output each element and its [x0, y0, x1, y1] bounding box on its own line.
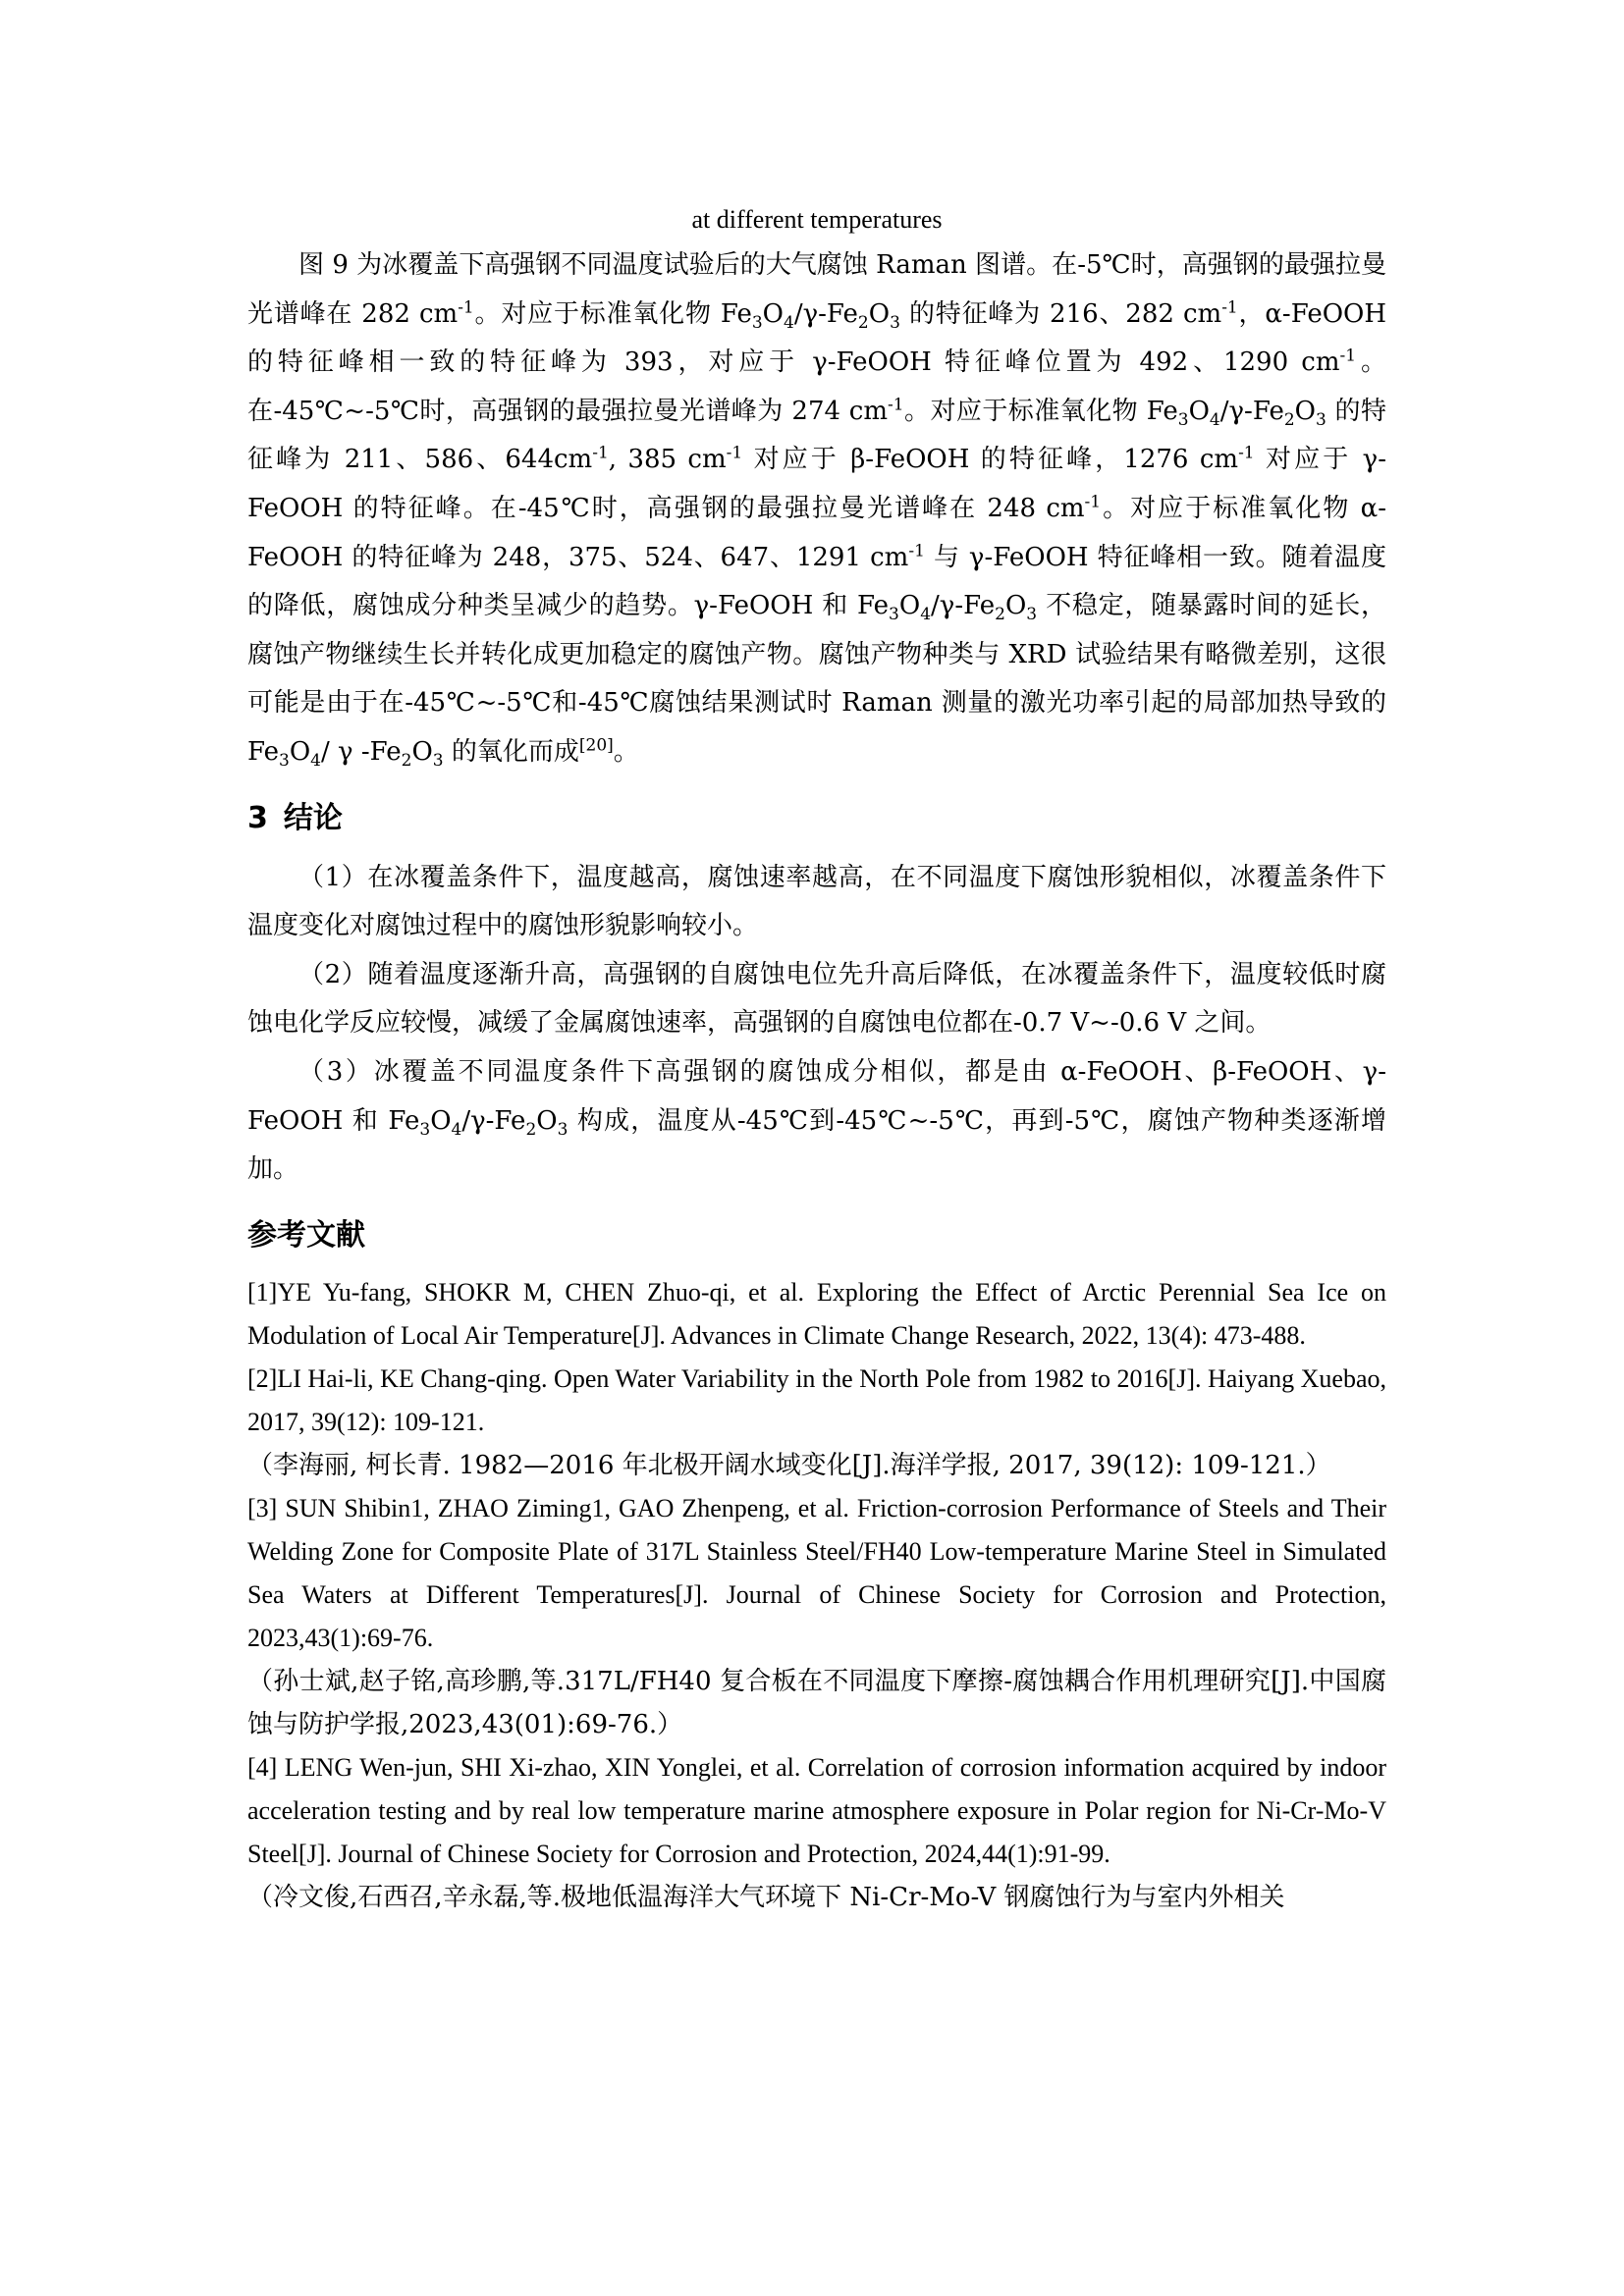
subscript: 3 — [751, 312, 763, 333]
section-number: 3 — [247, 800, 268, 835]
citation-20: [20] — [578, 735, 614, 756]
reference-4: [4] LENG Wen-jun, SHI Xi-zhao, XIN Yonglei, et al. Correlation of corrosion information acquired by indoor acceleration testing and by real low temperature marine atmosphere exposure in Polar region for Ni-Cr-Mo-V Steel[J]. Journal of Chinese Society for Corrosion and Protection, 2024,44(1):91-99. — [247, 1752, 1386, 1868]
superscript: -1 — [592, 443, 609, 463]
text-run: 构成，温度从-45℃到-45℃~-5℃，再到-5℃，腐蚀产物种类逐渐增加。 — [247, 1105, 1386, 1185]
reference-2: [2]LI Hai-li, KE Chang-qing. Open Water Variability in the North Pole from 1982 to 2016[J]. Haiyang Xuebao, 2017, 39(12): 109-121. — [247, 1363, 1386, 1436]
subscript: 3 — [1316, 409, 1326, 430]
section-title: 结论 — [283, 800, 343, 835]
subscript: 3 — [419, 1119, 431, 1140]
subscript: 3 — [890, 312, 900, 333]
subscript: 3 — [1177, 409, 1189, 430]
text-run: / γ -Fe — [321, 736, 402, 767]
superscript: -1 — [1339, 346, 1357, 366]
page-content — [247, 198, 1386, 1919]
references-heading: 参考文献 — [247, 1217, 365, 1253]
text-run: 不稳定，随暴露时间的延长，腐蚀产物继续生长并转化成更加稳定的腐蚀产物。腐蚀产物种类与 XRD 试验结果有略微差别，这很可能是由于在-45℃~-5℃和-45℃腐蚀结果测试时 Raman 测量的激光功率引起的局部加热导致的 Fe — [247, 591, 1387, 767]
raman-discussion-paragraph: 图 9 为冰覆盖下高强钢不同温度试验后的大气腐蚀 Raman 图谱。在-5℃时，高强钢的最强拉曼光谱峰在 282 $cm^{-1}$。对应于标准氧化物 $Fe_3O_4/\gamma-Fe_2O_3$ 的特征峰为 216、282 $cm^{-1}$，α-FeOOH 的特征峰相一致的特征峰为 393，对应于 γ-FeOOH 特征峰位置为 492、1290 $cm^{-1}$。在-45℃~-5℃时，高强钢的最强拉曼光谱峰为 274 $cm^{-1}$。对应于标准氧化物 $Fe_3O_4/\gamma-Fe_2O_3$ 的特征峰为 211、586、$644cm^{-1}$, 385 $cm^{-1}$ 对应于 β-FeOOH 的特征峰，1276 $cm^{-1}$ 对应于 γ-FeOOH 的特征峰。在-45℃时，高强钢的最强拉曼光谱峰在 248 $cm^{-1}$。对应于标准氧化物 α-FeOOH 的特征峰为 248，375、524、647、1291 $cm^{-1}$ 与 γ-FeOOH 特征峰相一致。随着温度的降低，腐蚀成分种类呈减少的趋势。γ-FeOOH 和 $Fe_3O_4/\gamma-Fe_2O_3$ 不稳定，随暴露时间的延长，腐蚀产物继续生长并转化成更加稳定的腐蚀产物。腐蚀产物种类与 XRD 试验结果有略微差别，这很可能是由于在-45℃~-5℃和-45℃腐蚀结果测试时 Raman 测量的激光功率引起的局部加热导致的 $Fe_3O_4/$ γ $-Fe_2O_3$ 的氧化而成[20]。 — [247, 250, 1387, 772]
reference-3: [3] SUN Shibin1, ZHAO Ziming1, GAO Zhenpeng, et al. Friction-corrosion Performance of Steels and Their Welding Zone for Composite Plate of 317L Stainless Steel/FH40 Low-temperature Marine Steel in Simulated Sea Waters at Different Temperatures[J]. Journal of Chinese Society for Corrosion and Protection, 2023,43(1):69-76. — [247, 1493, 1386, 1652]
subscript: 2 — [995, 605, 1005, 625]
text-run: 的特征峰为 211、586、644cm — [247, 396, 1386, 475]
text-run: 。对应于标准氧化物 Fe — [473, 298, 752, 329]
subscript: 4 — [451, 1119, 462, 1140]
conclusion-heading — [247, 799, 1386, 838]
text-run: /γ-Fe — [1219, 396, 1284, 426]
text-run: 图 9 为冰覆盖下高强钢不同温度试验后的大气腐蚀 Raman 图谱。在-5℃时，高强钢的最强拉曼光谱峰在 282 cm — [247, 250, 1386, 329]
text-run: ，α-FeOOH 的特征峰相一致的特征峰为 393，对应于 γ-FeOOH 特征峰位置为 492、1290 cm — [247, 298, 1387, 378]
figure-caption-tail: at different temperatures — [691, 205, 943, 234]
text-run: /γ-Fe — [793, 298, 858, 329]
subscript: 4 — [784, 312, 794, 333]
reference-4-chinese: （冷文俊,石西召,辛永磊,等.极地低温海洋大气环境下 Ni-Cr-Mo-V 钢腐蚀行为与室内外相关 — [247, 1882, 1285, 1912]
superscript: -1 — [908, 540, 925, 561]
subscript: 3 — [432, 751, 444, 772]
text-run: 对应于 β-FeOOH 的特征峰，1276 cm — [742, 445, 1239, 475]
superscript: -1 — [1238, 443, 1255, 463]
subscript: 2 — [401, 751, 412, 772]
reference-1: [1]YE Yu-fang, SHOKR M, CHEN Zhuo-qi, et al. Exploring the Effect of Arctic Perennial Sea Ice on Modulation of Local Air Temperature[J]. Advances in Climate Change Research, 2022, 13(4): 473-488. — [247, 1277, 1386, 1350]
reference-2-chinese: （李海丽, 柯长青. 1982—2016 年北极开阔水域变化[J].海洋学报, 2017, 39(12): 109-121.） — [247, 1450, 1331, 1480]
superscript: -1 — [458, 296, 474, 317]
subscript: 4 — [1209, 409, 1220, 430]
subscript: 2 — [1283, 409, 1295, 430]
text-run: 对应于 γ-FeOOH 的特征峰。在-45℃时，高强钢的最强拉曼光谱峰在 248 cm — [247, 445, 1387, 523]
subscript: 3 — [557, 1119, 568, 1140]
text-run: , 385 cm — [608, 445, 727, 475]
superscript: -1 — [726, 443, 743, 463]
superscript: -1 — [887, 395, 904, 415]
text-run: 。 — [613, 736, 639, 767]
conclusion-item-2: （2）随着温度逐渐升高，高强钢的自腐蚀电位先升高后降低，在冰覆盖条件下，温度较低时腐蚀电化学反应较慢，减缓了金属腐蚀速率，高强钢的自腐蚀电位都在-0.7 V~-0.6 V 之间。 — [247, 959, 1386, 1039]
text-run: 。对应于标准氧化物 α-FeOOH 的特征峰为 248，375、524、647、1291 cm — [247, 493, 1386, 572]
text-run: 。在-45℃~-5℃时，高强钢的最强拉曼光谱峰为 274 cm — [247, 347, 1386, 426]
subscript: 3 — [889, 605, 899, 625]
superscript: -1 — [1221, 296, 1238, 317]
text-run: 。对应于标准氧化物 Fe — [903, 396, 1178, 426]
conclusion-item-3: （3）冰覆盖不同温度条件下高强钢的腐蚀成分相似，都是由 α-FeOOH、β-FeOOH、γ-FeOOH 和 $Fe_3O_4/\gamma-Fe_2O_3$ 构成，温度从-45℃到-45℃~-5℃，再到-5℃，腐蚀产物种类逐渐增加。 — [247, 1056, 1386, 1185]
text-run: /γ-Fe — [461, 1105, 526, 1136]
subscript: 2 — [857, 312, 869, 333]
subscript: 4 — [310, 751, 321, 772]
text-run: 与 γ-FeOOH 特征峰相一致。随着温度的降低，腐蚀成分种类呈减少的趋势。γ-FeOOH 和 Fe — [247, 542, 1386, 621]
subscript: 3 — [1026, 605, 1038, 625]
conclusion-item-1: （1）在冰覆盖条件下，温度越高，腐蚀速率越高，在不同温度下腐蚀形貌相似，冰覆盖条件下温度变化对腐蚀过程中的腐蚀形貌影响较小。 — [247, 862, 1386, 941]
text-run: /γ-Fe — [931, 591, 996, 621]
superscript: -1 — [1084, 492, 1102, 512]
subscript: 3 — [279, 751, 290, 772]
subscript: 2 — [525, 1119, 537, 1140]
text-run: 的特征峰为 216、282 cm — [899, 298, 1222, 329]
reference-3-chinese: （孙士斌,赵子铭,高珍鹏,等.317L/FH40 复合板在不同温度下摩擦-腐蚀耦合作用机理研究[J].中国腐蚀与防护学报,2023,43(01):69-76.） — [247, 1666, 1386, 1739]
text-run: 的氧化而成 — [443, 736, 579, 767]
text-run: （3）冰覆盖不同温度条件下高强钢的腐蚀成分相似，都是由 α-FeOOH、β-FeOOH、γ-FeOOH 和 Fe — [247, 1056, 1386, 1136]
subscript: 4 — [920, 605, 932, 625]
